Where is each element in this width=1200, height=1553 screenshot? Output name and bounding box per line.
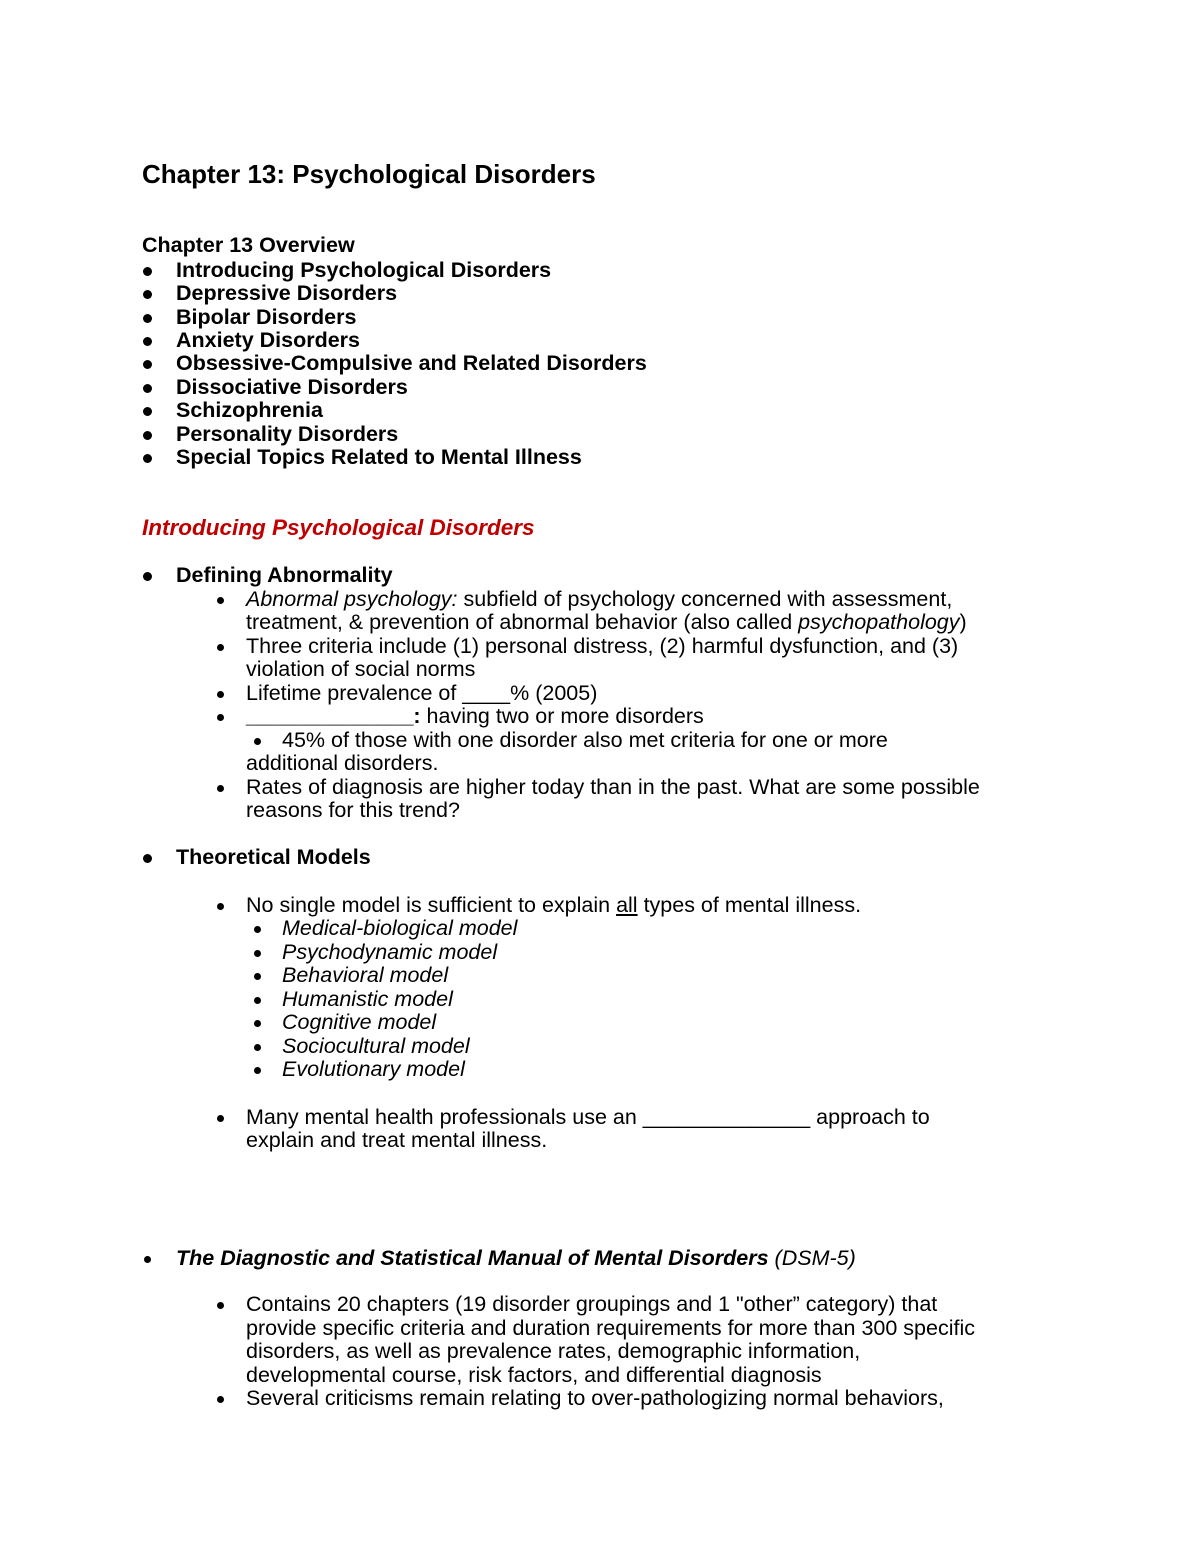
bullet-icon — [254, 997, 261, 1004]
bullet-icon — [143, 454, 152, 463]
bullet-icon — [217, 691, 224, 698]
list-item: Obsessive-Compulsive and Related Disorders — [176, 351, 647, 375]
definition-line — [246, 610, 967, 634]
approach-line: explain and treat mental illness. — [246, 1128, 548, 1152]
bullet-icon — [254, 926, 261, 933]
sub-item-line: 45% of those with one disorder also met criteria for one or more — [282, 728, 888, 752]
list-item: Dissociative Disorders — [176, 375, 408, 399]
comorbidity-line — [246, 704, 704, 728]
list-item: Medical-biological model — [282, 916, 518, 940]
list-item: Personality Disorders — [176, 422, 399, 446]
comorbidity-text: having two or more disorders — [420, 704, 704, 728]
bullet-icon — [254, 950, 261, 957]
bullet-icon — [254, 973, 261, 980]
list-item: Anxiety Disorders — [176, 328, 361, 352]
approach-line: Many mental health professionals use an ______________ approach to — [246, 1105, 930, 1129]
term: Abnormal psychology: — [246, 587, 458, 611]
bullet-icon — [143, 854, 152, 863]
bullet-icon — [254, 1067, 261, 1074]
bullet-icon — [143, 337, 152, 346]
models-intro — [246, 893, 861, 917]
term: psychopathology — [798, 610, 960, 634]
dsm-contains-line: developmental course, risk factors, and differential diagnosis — [246, 1363, 822, 1387]
bullet-icon — [143, 572, 152, 581]
dsm-criticisms-line: Several criticisms remain relating to over-pathologizing normal behaviors, — [246, 1386, 944, 1410]
bullet-icon — [143, 431, 152, 440]
criteria-line: Three criteria include (1) personal distress, (2) harmful dysfunction, and (3) — [246, 634, 959, 658]
dsm-contains-line: provide specific criteria and duration requirements for more than 300 specific — [246, 1316, 975, 1340]
bullet-icon — [144, 1256, 151, 1263]
list-item: Schizophrenia — [176, 398, 323, 422]
list-item: Psychodynamic model — [282, 940, 498, 964]
bullet-icon — [254, 1044, 261, 1051]
definition-text: treatment, & prevention of abnormal behavior (also called — [246, 610, 799, 634]
definition-text: ) — [959, 610, 967, 634]
list-item: Humanistic model — [282, 987, 453, 1011]
list-item: Depressive Disorders — [176, 281, 398, 305]
list-item: Behavioral model — [282, 963, 449, 987]
overview-heading: Chapter 13 Overview — [142, 233, 355, 257]
dsm-heading — [176, 1246, 856, 1270]
bullet-icon — [217, 785, 224, 792]
definition-line — [246, 587, 952, 611]
models-intro-text: No single model is sufficient to explain — [246, 893, 617, 917]
bullet-icon — [143, 290, 152, 299]
sub-item-line: additional disorders. — [246, 751, 439, 775]
prevalence-line: Lifetime prevalence of ____% (2005) — [246, 681, 598, 705]
bullet-icon — [217, 597, 224, 604]
list-item: Bipolar Disorders — [176, 305, 357, 329]
subsection-label: Defining Abnormality — [176, 563, 393, 587]
bullet-icon — [143, 360, 152, 369]
bullet-icon — [143, 384, 152, 393]
emphasis: all — [616, 893, 638, 917]
blank: ______________: — [246, 704, 421, 728]
bullet-icon — [143, 267, 152, 276]
bullet-icon — [143, 407, 152, 416]
bullet-icon — [254, 738, 261, 745]
bullet-icon — [217, 903, 224, 910]
rates-line: Rates of diagnosis are higher today than in the past. What are some possible — [246, 775, 980, 799]
dsm-contains-line: Contains 20 chapters (19 disorder groupings and 1 "other” category) that — [246, 1292, 938, 1316]
bullet-icon — [217, 1115, 224, 1122]
list-item: Introducing Psychological Disorders — [176, 258, 552, 282]
bullet-icon — [217, 1396, 224, 1403]
definition-text: subfield of psychology concerned with assessment, — [457, 587, 953, 611]
list-item: Special Topics Related to Mental Illness — [176, 445, 582, 469]
bullet-icon — [217, 1302, 224, 1309]
criteria-line: violation of social norms — [246, 657, 476, 681]
rates-line: reasons for this trend? — [246, 798, 460, 822]
dsm-title: The Diagnostic and Statistical Manual of Mental Disorders — [176, 1246, 769, 1270]
page-title: Chapter 13: Psychological Disorders — [142, 159, 596, 189]
bullet-icon — [217, 714, 224, 721]
section-heading: Introducing Psychological Disorders — [142, 515, 535, 540]
bullet-icon — [254, 1020, 261, 1027]
dsm-contains-line: disorders, as well as prevalence rates, demographic information, — [246, 1339, 861, 1363]
list-item: Evolutionary model — [282, 1057, 465, 1081]
models-intro-text: types of mental illness. — [637, 893, 862, 917]
list-item: Cognitive model — [282, 1010, 437, 1034]
list-item: Sociocultural model — [282, 1034, 470, 1058]
bullet-icon — [143, 314, 152, 323]
bullet-icon — [217, 644, 224, 651]
subsection-label: Theoretical Models — [176, 845, 371, 869]
dsm-abbr: (DSM-5) — [768, 1246, 856, 1270]
